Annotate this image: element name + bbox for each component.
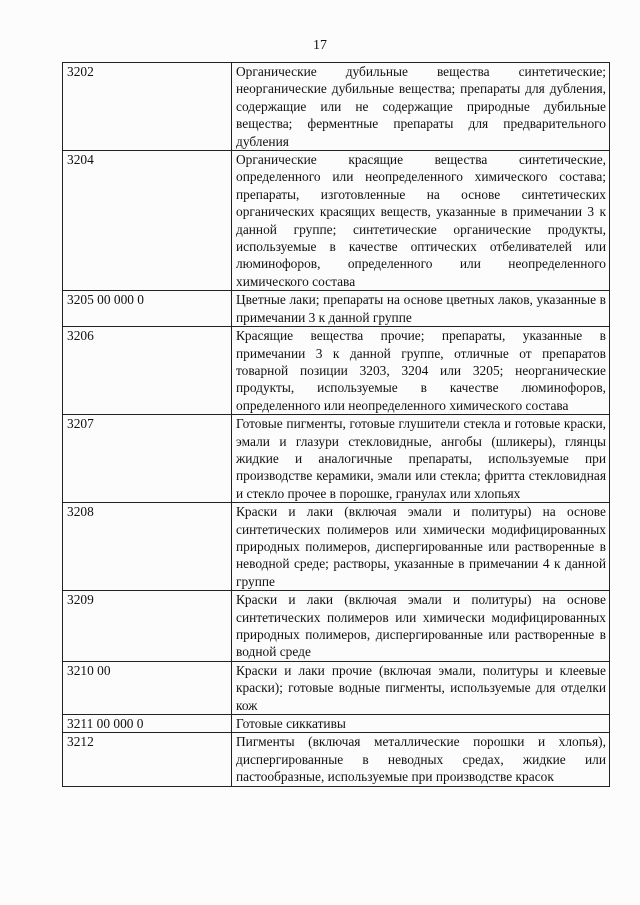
- code-cell: 3208: [63, 503, 232, 591]
- code-cell: 3209: [63, 591, 232, 662]
- description-cell: Готовые сиккативы: [232, 715, 610, 733]
- code-cell: 3202: [63, 63, 232, 151]
- table-row: [63, 327, 610, 415]
- description-cell: Краски и лаки прочие (включая эмали, политуры и клеевые краски); готовые водные пигменты, используемые для отделки кож: [232, 661, 610, 714]
- code-cell: 3207: [63, 415, 232, 503]
- table-row: [63, 63, 610, 151]
- table-row: [63, 291, 610, 327]
- table-row: [63, 715, 610, 733]
- page-number: 17: [313, 38, 327, 53]
- tariff-table: [62, 62, 610, 787]
- code-cell: 3212: [63, 733, 232, 786]
- code-cell: 3206: [63, 327, 232, 415]
- table-row: [63, 661, 610, 714]
- code-cell: 3210 00: [63, 661, 232, 714]
- table-row: [63, 415, 610, 503]
- code-cell: 3205 00 000 0: [63, 291, 232, 327]
- description-cell: Красящие вещества прочие; препараты, указанные в примечании 3 к данной группе, отличные от препаратов товарной позиции 3203, 3204 или 3205; неорганические продукты, используемые в качестве люминофоров, определенного или неопределенного химического состава: [232, 327, 610, 415]
- table-row: [63, 733, 610, 786]
- description-cell: Органические красящие вещества синтетические, определенного или неопределенного химического состава; препараты, изготовленные на основе синтетических органических красящих веществ, указанные в примечании 3 к данной группе; синтетические органические продукты, используемые в качестве оптических отбеливателей или люминофоров, определенного или неопределенного химического состава: [232, 151, 610, 291]
- table-row: [63, 591, 610, 662]
- table-row: [63, 503, 610, 591]
- table-row: [63, 151, 610, 291]
- description-cell: Краски и лаки (включая эмали и политуры) на основе синтетических полимеров или химически модифицированных природных полимеров, диспергированные или растворенные в водной среде: [232, 591, 610, 662]
- description-cell: Пигменты (включая металлические порошки и хлопья), диспергированные в неводных средах, жидкие или пастообразные, используемые при производстве красок: [232, 733, 610, 786]
- code-cell: 3204: [63, 151, 232, 291]
- description-cell: Готовые пигменты, готовые глушители стекла и готовые краски, эмали и глазури стекловидные, ангобы (шликеры), глянцы жидкие и аналогичные препараты, используемые при производстве керамики, эмали или стекла; фритта стекловидная и стекло прочее в порошке, гранулах или хлопьях: [232, 415, 610, 503]
- description-cell: Органические дубильные вещества синтетические; неорганические дубильные вещества; препараты для дубления, содержащие или не содержащие природные дубильные вещества; ферментные препараты для предварительного дубления: [232, 63, 610, 151]
- code-cell: 3211 00 000 0: [63, 715, 232, 733]
- description-cell: Цветные лаки; препараты на основе цветных лаков, указанные в примечании 3 к данной группе: [232, 291, 610, 327]
- description-cell: Краски и лаки (включая эмали и политуры) на основе синтетических полимеров или химически модифицированных природных полимеров, диспергированные или растворенные в неводной среде; растворы, указанные в примечании 4 к данной группе: [232, 503, 610, 591]
